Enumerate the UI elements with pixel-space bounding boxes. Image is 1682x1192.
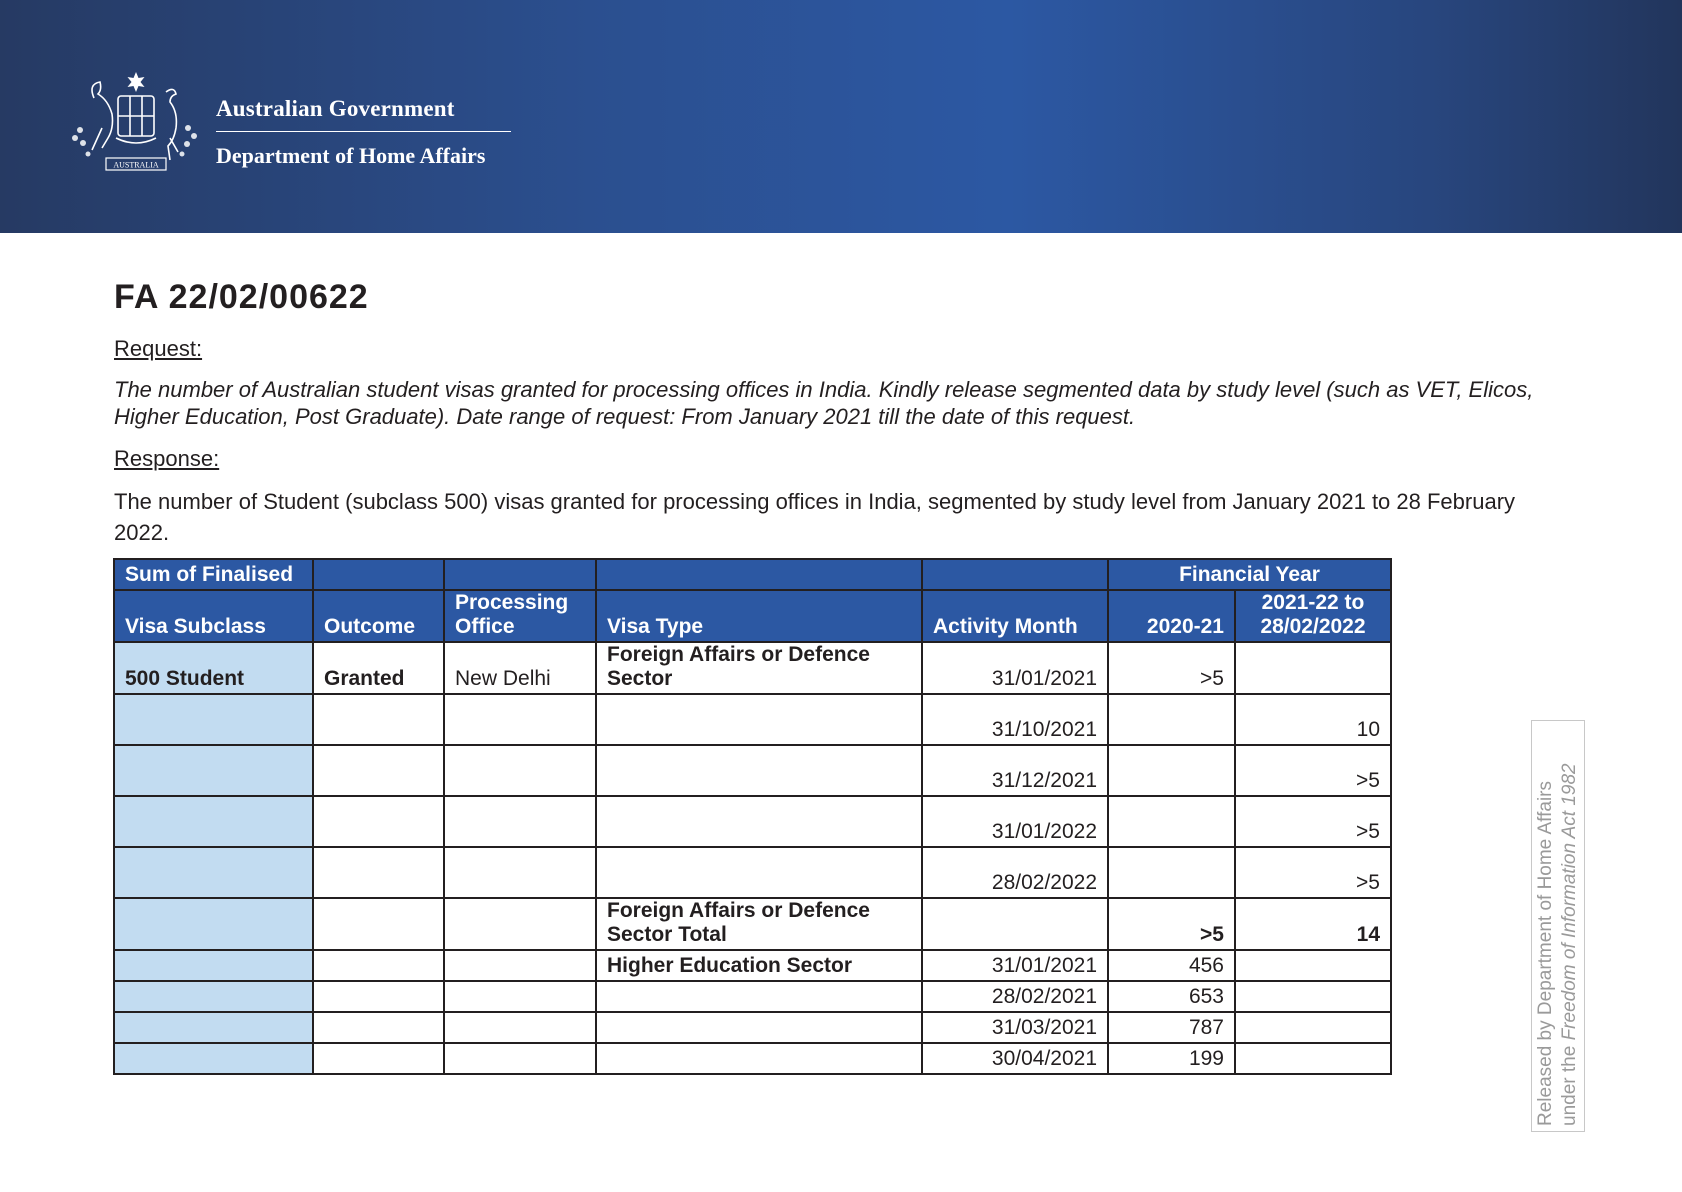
cell-fy-2020-21: >5: [1108, 642, 1235, 694]
table-row: [114, 694, 1391, 745]
header-fy-2020-21: 2020-21: [1108, 590, 1235, 642]
table-header-row-1: [114, 559, 1391, 590]
cell-visa-type: [596, 981, 922, 1012]
cell-visa-type: [596, 1012, 922, 1043]
cell-visa-subclass: [114, 950, 313, 981]
cell-visa-subclass: 500 Student: [114, 642, 313, 694]
cell-fy-2021-22: [1235, 950, 1391, 981]
cell-fy-2020-21: [1108, 796, 1235, 847]
table-row: [114, 1043, 1391, 1074]
cell-activity-month: 31/12/2021: [922, 745, 1108, 796]
cell-processing-office: [444, 847, 596, 898]
cell-visa-subclass: [114, 745, 313, 796]
cell-activity-month: 28/02/2022: [922, 847, 1108, 898]
table-row: [114, 847, 1391, 898]
cell-fy-2021-22: [1235, 642, 1391, 694]
cell-visa-type: [596, 796, 922, 847]
cell-processing-office: [444, 694, 596, 745]
cell-visa-subclass: [114, 796, 313, 847]
cell-processing-office: [444, 745, 596, 796]
response-text: The number of Student (subclass 500) visas granted for processing offices in India, segmented by study level from January 2021 to 28 February 2022.: [114, 489, 1516, 545]
cell-outcome: [313, 950, 444, 981]
cell-fy-2020-21: 787: [1108, 1012, 1235, 1043]
coat-of-arms-icon: [66, 68, 206, 176]
cell-fy-2020-21: 199: [1108, 1043, 1235, 1074]
cell-visa-subclass: [114, 847, 313, 898]
cell-visa-subclass: [114, 694, 313, 745]
header-activity-month: Activity Month: [922, 590, 1108, 642]
cell-fy-2021-22: >5: [1235, 847, 1391, 898]
cell-fy-2021-22: [1235, 1012, 1391, 1043]
cell-fy-2021-22: 14: [1235, 898, 1391, 950]
cell-visa-type: [596, 1043, 922, 1074]
header-sum-of-finalised: Sum of Finalised: [114, 559, 313, 590]
cell-processing-office: [444, 950, 596, 981]
government-title: [216, 96, 511, 169]
cell-visa-subclass: [114, 898, 313, 950]
header-processing-office: Processing Office: [444, 590, 596, 642]
cell-activity-month: [922, 898, 1108, 950]
cell-outcome: [313, 796, 444, 847]
header-banner: [0, 0, 1682, 233]
cell-processing-office: [444, 1012, 596, 1043]
watermark-line-2: under the Freedom of Information Act 1982: [1559, 763, 1580, 1126]
foi-release-watermark: [1531, 720, 1585, 1132]
cell-visa-subclass: [114, 1012, 313, 1043]
table-row: [114, 642, 1391, 694]
cell-fy-2021-22: 10: [1235, 694, 1391, 745]
cell-outcome: [313, 1012, 444, 1043]
cell-processing-office: [444, 898, 596, 950]
request-label: Request:: [114, 336, 203, 361]
cell-outcome: [313, 981, 444, 1012]
cell-activity-month: 31/01/2021: [922, 642, 1108, 694]
header-visa-type: Visa Type: [596, 590, 922, 642]
header-visa-subclass: Visa Subclass: [114, 590, 313, 642]
visa-grants-table: [113, 558, 1392, 1075]
cell-fy-2020-21: >5: [1108, 898, 1235, 950]
cell-visa-subclass: [114, 981, 313, 1012]
table-row: [114, 950, 1391, 981]
watermark-line-1: Released by Department of Home Affairs: [1535, 781, 1556, 1126]
cell-processing-office: [444, 981, 596, 1012]
cell-fy-2020-21: 456: [1108, 950, 1235, 981]
cell-activity-month: 31/10/2021: [922, 694, 1108, 745]
cell-fy-2021-22: >5: [1235, 745, 1391, 796]
cell-fy-2020-21: [1108, 694, 1235, 745]
cell-outcome: Granted: [313, 642, 444, 694]
cell-outcome: [313, 1043, 444, 1074]
cell-visa-type: Foreign Affairs or Defence Sector: [596, 642, 922, 694]
cell-outcome: [313, 694, 444, 745]
cell-fy-2020-21: 653: [1108, 981, 1235, 1012]
cell-fy-2021-22: [1235, 981, 1391, 1012]
response-label: Response:: [114, 446, 220, 471]
department-name: Department of Home Affairs: [216, 143, 486, 168]
request-text: The number of Australian student visas granted for processing offices in India. Kindly release segmented data by study level (such as VET, Elicos, Higher Education, Post Graduate). Date range of request: From January 2021 till the date of this request.: [114, 377, 1534, 429]
title-divider: [216, 131, 511, 132]
cell-outcome: [313, 745, 444, 796]
cell-processing-office: New Delhi: [444, 642, 596, 694]
header-outcome: Outcome: [313, 590, 444, 642]
cell-visa-type: Foreign Affairs or Defence Sector Total: [596, 898, 922, 950]
table-row: [114, 898, 1391, 950]
header-fy-2021-22: 2021-22 to 28/02/2022: [1235, 590, 1391, 642]
cell-outcome: [313, 847, 444, 898]
svg-text:AUSTRALIA: AUSTRALIA: [113, 160, 159, 170]
table-row: [114, 745, 1391, 796]
cell-visa-type: Higher Education Sector: [596, 950, 922, 981]
reference-number: FA 22/02/00622: [114, 278, 369, 316]
cell-outcome: [313, 898, 444, 950]
table-row: [114, 796, 1391, 847]
cell-visa-subclass: [114, 1043, 313, 1074]
cell-visa-type: [596, 694, 922, 745]
cell-activity-month: 31/01/2021: [922, 950, 1108, 981]
cell-activity-month: 28/02/2021: [922, 981, 1108, 1012]
cell-processing-office: [444, 796, 596, 847]
table-row: [114, 1012, 1391, 1043]
table-header-row-2: [114, 590, 1391, 642]
cell-fy-2021-22: [1235, 1043, 1391, 1074]
cell-activity-month: 30/04/2021: [922, 1043, 1108, 1074]
cell-fy-2020-21: [1108, 745, 1235, 796]
cell-activity-month: 31/03/2021: [922, 1012, 1108, 1043]
government-name: Australian Government: [216, 96, 455, 121]
cell-visa-type: [596, 745, 922, 796]
table-row: [114, 981, 1391, 1012]
cell-fy-2021-22: >5: [1235, 796, 1391, 847]
cell-processing-office: [444, 1043, 596, 1074]
cell-fy-2020-21: [1108, 847, 1235, 898]
cell-activity-month: 31/01/2022: [922, 796, 1108, 847]
cell-visa-type: [596, 847, 922, 898]
header-financial-year: Financial Year: [1108, 559, 1391, 590]
